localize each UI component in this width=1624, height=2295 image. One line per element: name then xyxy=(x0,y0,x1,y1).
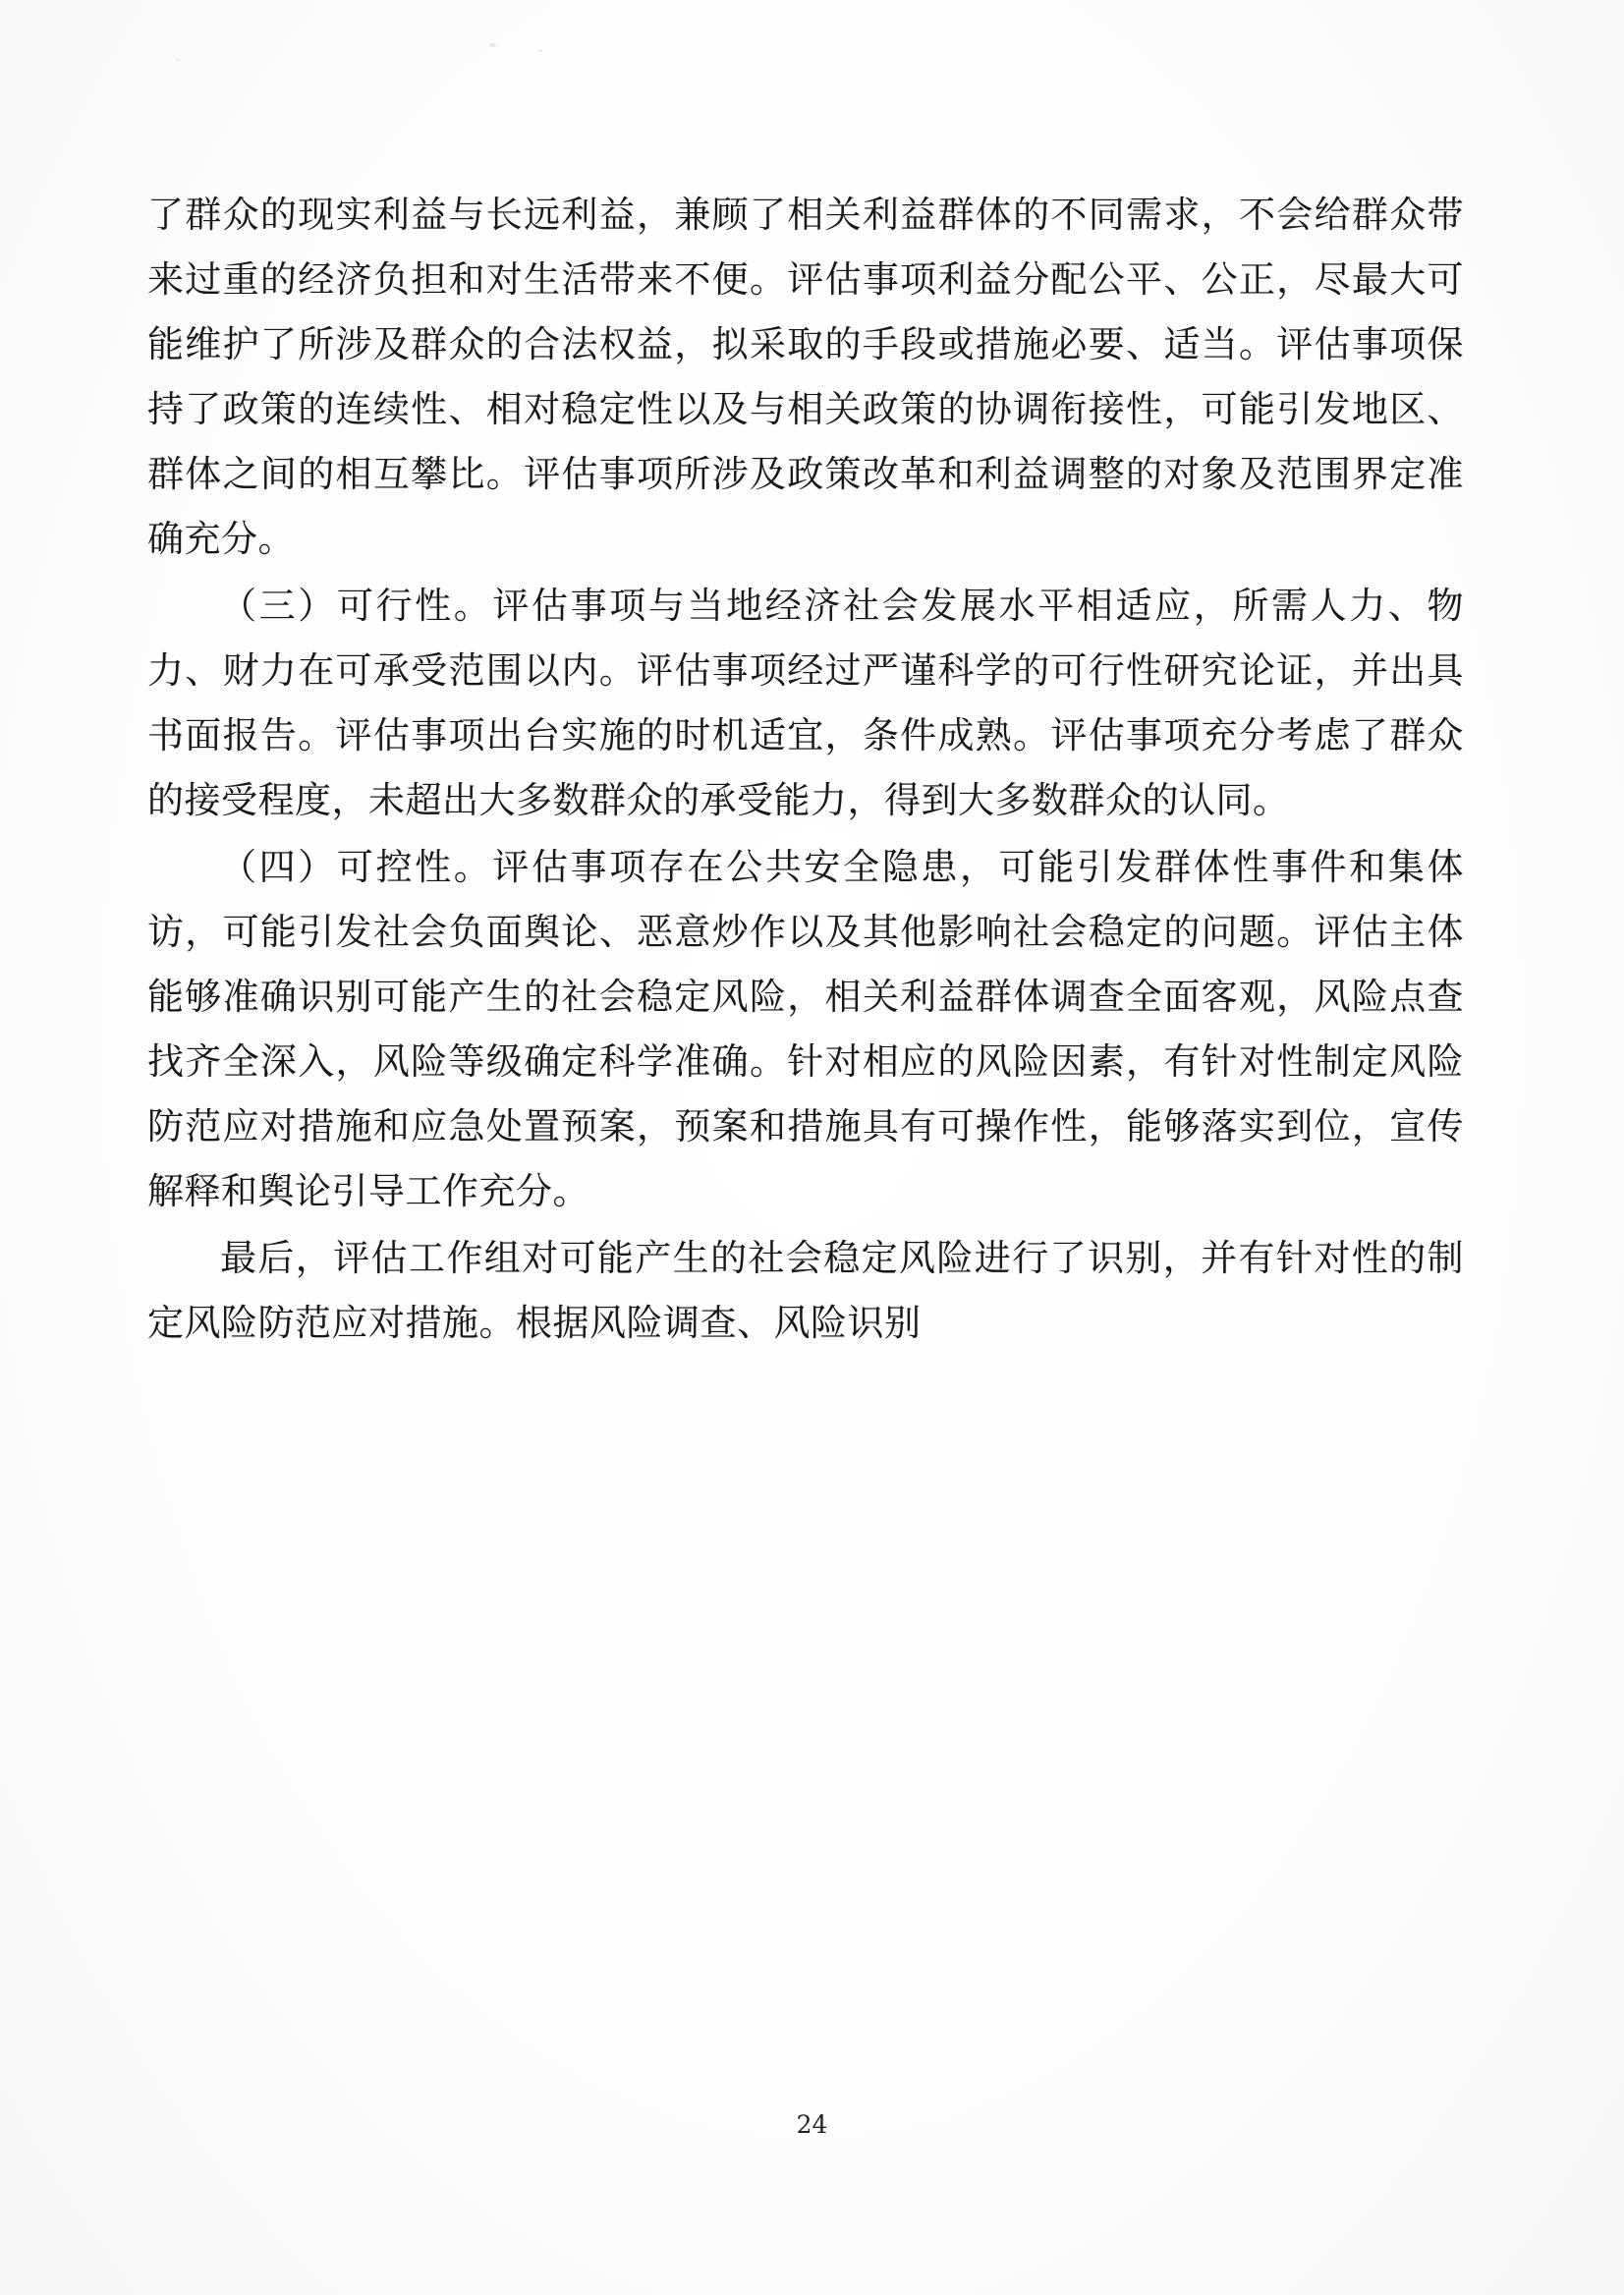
paragraph-section-four-controllability: （四）可控性。评估事项存在公共安全隐患，可能引发群体性事件和集体访，可能引发社会负面舆论、恶意炒作以及其他影响社会稳定的问题。评估主体能够准确识别可能产生的社会稳定风险，相关利益群体调查全面客观，风险点查找齐全深入，风险等级确定科学准确。针对相应的风险因素，有针对性制定风险防范应对措施和应急处置预案，预案和措施具有可操作性，能够落实到位，宣传解释和舆论引导工作充分。 xyxy=(147,846,1464,1212)
scan-artifact-speck xyxy=(175,59,181,61)
paragraph-continuation: 了群众的现实利益与长远利益，兼顾了相关利益群体的不同需求，不会给群众带来过重的经济负担和对生活带来不便。评估事项利益分配公平、公正，尽最大可能维护了所涉及群众的合法权益，拟采取的手段或措施必要、适当。评估事项保持了政策的连续性、相对稳定性以及与相关政策的协调衔接性，可能引发地区、群体之间的相互攀比。评估事项所涉及政策改革和利益调整的对象及范围界定准确充分。 xyxy=(147,194,1464,560)
scan-artifact-speck xyxy=(538,49,542,52)
page-number: 24 xyxy=(796,2110,828,2139)
scan-artifact-speck xyxy=(489,43,496,47)
paragraph-section-three-feasibility: （三）可行性。评估事项与当地经济社会发展水平相适应，所需人力、物力、财力在可承受范围以内。评估事项经过严谨科学的可行性研究论证，并出具书面报告。评估事项出台实施的时机适宜，条件成熟。评估事项充分考虑了群众的接受程度，未超出大多数群众的承受能力，得到大多数群众的认同。 xyxy=(147,585,1464,821)
document-body xyxy=(147,183,1464,1356)
paragraph-conclusion: 最后，评估工作组对可能产生的社会稳定风险进行了识别，并有针对性的制定风险防范应对措施。根据风险调查、风险识别 xyxy=(147,1237,1464,1344)
